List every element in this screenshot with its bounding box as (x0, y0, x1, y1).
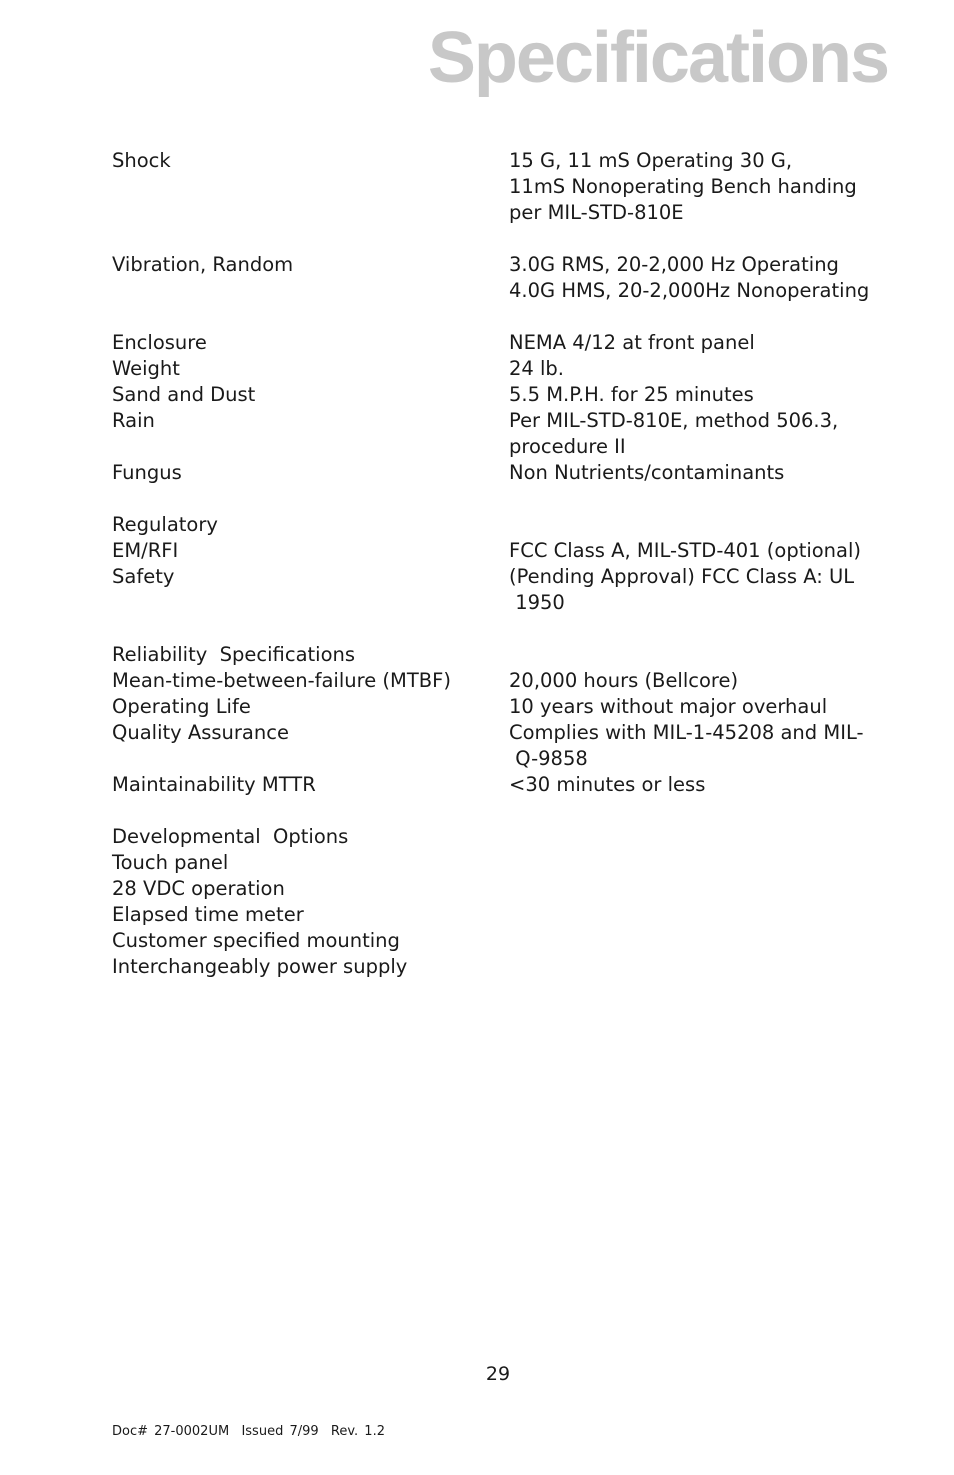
spec-value (509, 668, 902, 694)
spec-value-line: NEMA 4/12 at front panel (509, 331, 755, 354)
spec-value-line: Complies with MIL-1-45208 and MIL- (509, 721, 864, 744)
spec-value (509, 408, 902, 460)
spec-value-line: FCC Class A, MIL-STD-401 (optional) (509, 539, 862, 562)
spec-row-vibration (112, 252, 902, 304)
spacer (112, 486, 902, 512)
spec-row-em-rfi (112, 538, 902, 564)
spec-row-maintainability (112, 772, 902, 798)
spacer (112, 798, 902, 824)
option-label: 28 VDC operation (112, 877, 285, 900)
option-label: Elapsed time meter (112, 903, 304, 926)
page-number: 29 (485, 1363, 511, 1385)
spec-row-shock (112, 148, 902, 226)
option-label: Customer specified mounting (112, 929, 400, 952)
spec-value (509, 330, 902, 356)
spec-label: Weight (112, 357, 180, 380)
spec-row-sand-and-dust (112, 382, 902, 408)
spec-value (509, 720, 902, 772)
spec-label: Shock (112, 149, 171, 172)
spec-value-line: 5.5 M.P.H. for 25 minutes (509, 383, 754, 406)
option-row (112, 902, 902, 928)
spec-label: EM/RFI (112, 539, 179, 562)
option-label: Interchangeably power supply (112, 955, 408, 978)
spec-value-line: <30 minutes or less (509, 773, 706, 796)
spec-row-enclosure (112, 330, 902, 356)
spec-value-line: 4.0G HMS, 20-2,000Hz Nonoperating (509, 279, 870, 302)
spec-row-fungus (112, 460, 902, 486)
spec-value (509, 694, 902, 720)
spec-value-line: 20,000 hours (Bellcore) (509, 669, 739, 692)
spec-value-line: Non Nutrients/contaminants (509, 461, 785, 484)
section-heading-regulatory (112, 512, 902, 538)
document-footer: Doc# 27-0002UM Issued 7/99 Rev. 1.2 (112, 1424, 385, 1439)
section-heading-reliability (112, 642, 902, 668)
spacer (112, 304, 902, 330)
page-title: Specifications (427, 18, 888, 98)
spec-label: Operating Life (112, 695, 251, 718)
spacer (112, 226, 902, 252)
specifications-list (112, 148, 902, 980)
spec-value-line: 15 G, 11 mS Operating 30 G, (509, 149, 793, 172)
option-row (112, 850, 902, 876)
spec-label: Enclosure (112, 331, 207, 354)
spec-row-mtbf (112, 668, 902, 694)
spacer (112, 616, 902, 642)
spec-row-quality-assurance (112, 720, 902, 772)
spec-label: Fungus (112, 461, 182, 484)
spec-value-line: 24 lb. (509, 357, 565, 380)
spec-value-line: procedure II (509, 435, 626, 458)
spec-value (509, 382, 902, 408)
spec-value-line: Per MIL-STD-810E, method 506.3, (509, 409, 839, 432)
option-row (112, 928, 902, 954)
spec-value (509, 642, 902, 668)
spec-value (509, 512, 902, 538)
spec-value (509, 252, 902, 304)
spec-label: Vibration, Random (112, 253, 294, 276)
option-row (112, 876, 902, 902)
spec-label: Maintainability MTTR (112, 773, 316, 796)
spec-value-line: 11mS Nonoperating Bench handing (509, 175, 857, 198)
spec-value (509, 356, 902, 382)
spec-value (509, 772, 902, 798)
spec-label: Mean-time-between-failure (MTBF) (112, 669, 451, 692)
spec-label: Quality Assurance (112, 721, 289, 744)
spec-value-line: 3.0G RMS, 20-2,000 Hz Operating (509, 253, 839, 276)
section-heading-developmental-options (112, 824, 902, 850)
spec-value (509, 824, 902, 850)
spec-row-safety (112, 564, 902, 616)
spec-label: Rain (112, 409, 155, 432)
spec-value (509, 148, 902, 226)
spec-row-rain (112, 408, 902, 460)
spec-value-line: (Pending Approval) FCC Class A: UL (509, 565, 855, 588)
spec-value (509, 538, 902, 564)
spec-value-line: 1950 (509, 591, 565, 614)
spec-label: Safety (112, 565, 175, 588)
spec-value-line: Q-9858 (509, 747, 588, 770)
spec-label: Sand and Dust (112, 383, 256, 406)
section-heading: Developmental Options (112, 825, 349, 848)
spec-row-operating-life (112, 694, 902, 720)
spec-value-line: per MIL-STD-810E (509, 201, 684, 224)
section-heading: Reliability Specifications (112, 643, 356, 666)
option-row (112, 954, 902, 980)
section-heading: Regulatory (112, 513, 218, 536)
spec-value-line: 10 years without major overhaul (509, 695, 828, 718)
option-label: Touch panel (112, 851, 229, 874)
spec-value (509, 460, 902, 486)
spec-value (509, 564, 902, 616)
spec-row-weight (112, 356, 902, 382)
